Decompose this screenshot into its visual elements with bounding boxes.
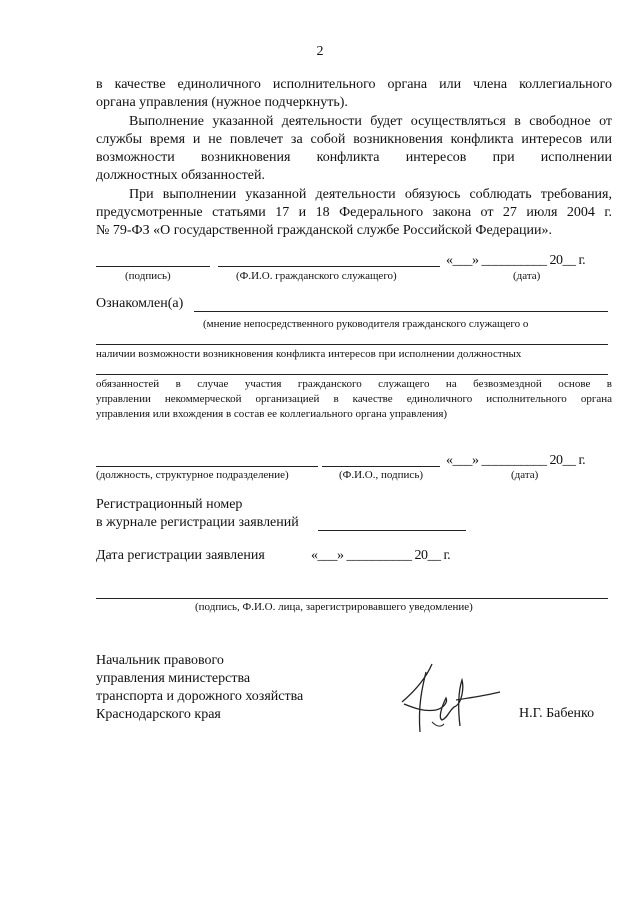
note-line: управлении некоммерческой организацией в качестве единоличного исполнительного органа [96, 393, 612, 405]
registration-number-label: Регистрационный номер [96, 497, 243, 512]
registrar-caption: (подпись, Ф.И.О. лица, зарегистрировавшего уведомление) [195, 601, 473, 613]
note-line: обязанностей в случае участия гражданского служащего на безвозмездной основе в [96, 378, 612, 390]
signatory-name: Н.Г. Бабенко [519, 706, 595, 721]
registrar-line[interactable] [96, 598, 608, 599]
acknowledged-note-block [96, 377, 612, 422]
paragraph-line: № 79-ФЗ «О государственной гражданской службе Российской Федерации». [96, 223, 553, 238]
paragraph-line: должностных обязанностей. [96, 168, 265, 183]
caption-signature: (подпись) [125, 270, 171, 282]
caption-fio-sign: (Ф.И.О., подпись) [339, 469, 423, 481]
acknowledged-note: наличии возможности возникновения конфликта интересов при исполнении должностных [96, 348, 522, 360]
date-fill[interactable]: «___» __________ 20__ г. [446, 453, 586, 468]
signatory-title-line: Краснодарского края [96, 707, 221, 722]
note-line: управления или вхождения в состав ее коллегиального органа управления) [96, 408, 448, 420]
acknowledged-label: Ознакомлен(а) [96, 296, 184, 311]
caption-date: (дата) [511, 469, 539, 481]
signatory-title-line: Начальник правового [96, 653, 224, 668]
paragraph-line: Выполнение указанной деятельности будет осуществляться в свободное от [129, 114, 612, 129]
paragraph-line: предусмотренные статьями 17 и 18 Федерального закона от 27 июля 2004 г. [96, 205, 612, 220]
registration-journal-label: в журнале регистрации заявлений [96, 515, 299, 530]
opinion-line[interactable] [96, 374, 608, 375]
caption-position: (должность, структурное подразделение) [96, 469, 289, 481]
signatory-title [96, 652, 304, 724]
paragraph-line: службы время и не повлечет за собой возникновения конфликта интересов или [96, 132, 612, 147]
registration-date-label: Дата регистрации заявления [96, 548, 265, 563]
date-fill[interactable]: «___» __________ 20__ г. [446, 253, 586, 268]
signature-line[interactable] [96, 266, 210, 267]
acknowledged-note: (мнение непосредственного руководителя гражданского служащего о [203, 318, 529, 330]
paragraph-line: в качестве единоличного исполнительного органа или члена коллегиального [96, 77, 612, 92]
registration-number-field[interactable] [318, 530, 466, 531]
signatory-title-line: транспорта и дорожного хозяйства [96, 689, 304, 704]
paragraph-line: возможности возникновения конфликта интересов при исполнении [96, 150, 612, 165]
acknowledged-line[interactable] [194, 311, 608, 312]
paragraph-3 [96, 186, 612, 240]
opinion-line[interactable] [96, 344, 608, 345]
page-number: 2 [316, 44, 324, 59]
position-line[interactable] [96, 466, 318, 467]
paragraph-1 [96, 76, 612, 112]
paragraph-2 [96, 113, 612, 185]
handwritten-signature [396, 662, 506, 752]
caption-fio: (Ф.И.О. гражданского служащего) [236, 270, 397, 282]
paragraph-line: органа управления (нужное подчеркнуть). [96, 95, 348, 110]
fio-sign-line[interactable] [322, 466, 440, 467]
paragraph-line: При выполнении указанной деятельности обязуюсь соблюдать требования, [129, 187, 612, 202]
signatory-title-line: управления министерства [96, 671, 251, 686]
registration-date-fill[interactable]: «___» __________ 20__ г. [311, 548, 451, 563]
caption-date: (дата) [513, 270, 541, 282]
fio-line[interactable] [218, 266, 440, 267]
